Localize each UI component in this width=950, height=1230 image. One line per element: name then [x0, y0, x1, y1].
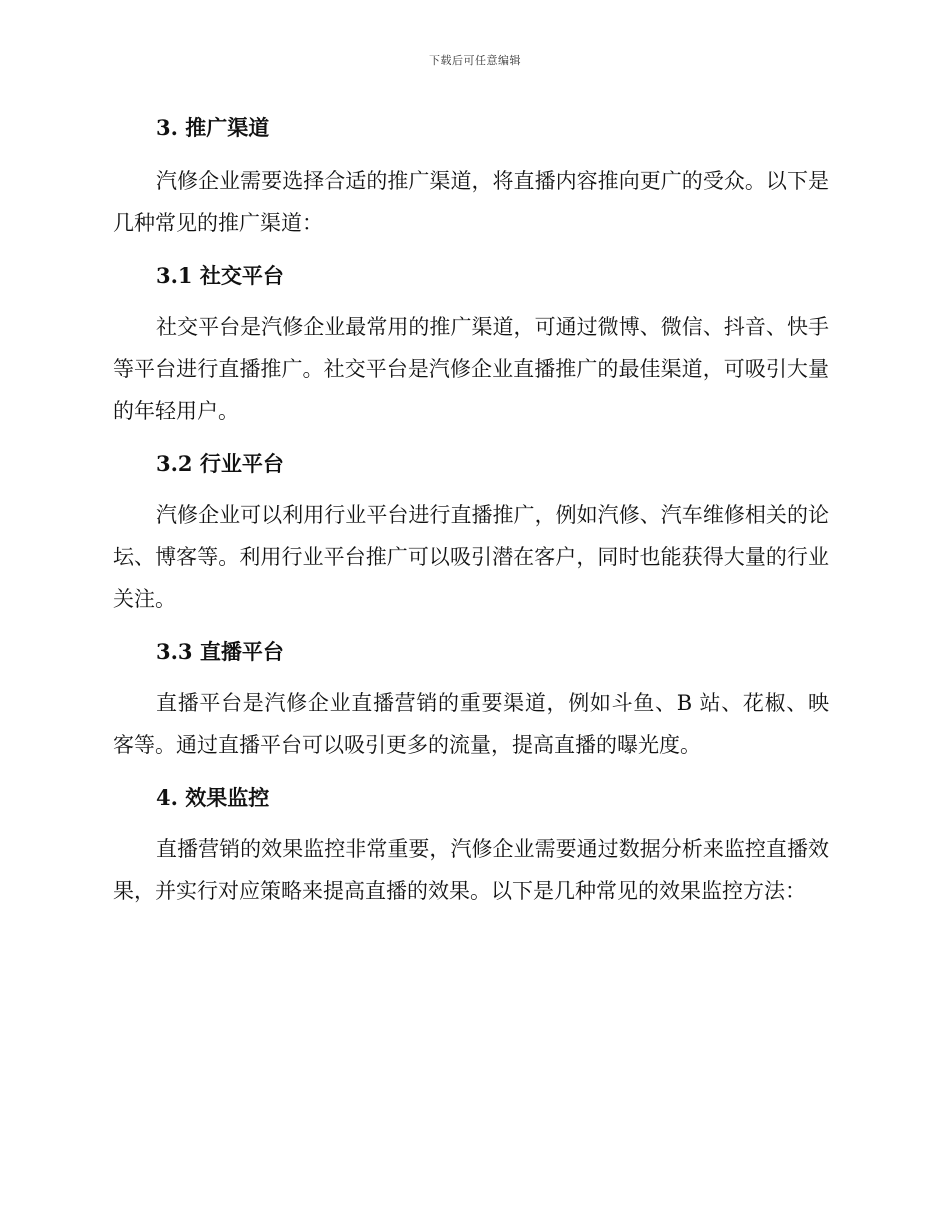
section-heading-3: 3. 推广渠道 [156, 115, 270, 140]
section-paragraph-3-1: 社交平台是汽修企业最常用的推广渠道，可通过微博、微信、抖音、快手等平台进行直播推广。社交平台是汽修企业直播推广的最佳渠道，可吸引大量的年轻用户。 [113, 315, 829, 423]
section-heading-4: 4. 效果监控 [156, 785, 270, 810]
section-heading-3-2: 3.2 行业平台 [156, 451, 284, 476]
section-paragraph-3: 汽修企业需要选择合适的推广渠道，将直播内容推向更广的受众。以下是几种常见的推广渠道： [113, 169, 829, 235]
section-paragraph-3-3: 直播平台是汽修企业直播营销的重要渠道，例如斗鱼、B 站、花椒、映客等。通过直播平台可以吸引更多的流量，提高直播的曝光度。 [113, 691, 829, 757]
document-body [113, 108, 829, 912]
section-heading-3-1: 3.1 社交平台 [156, 263, 284, 288]
page-header: 下载后可任意编辑 [429, 54, 521, 67]
section-paragraph-4: 直播营销的效果监控非常重要，汽修企业需要通过数据分析来监控直播效果，并实行对应策略来提高直播的效果。以下是几种常见的效果监控方法： [113, 837, 829, 903]
section-heading-3-3: 3.3 直播平台 [156, 639, 284, 664]
section-paragraph-3-2: 汽修企业可以利用行业平台进行直播推广，例如汽修、汽车维修相关的论坛、博客等。利用行业平台推广可以吸引潜在客户，同时也能获得大量的行业关注。 [113, 503, 829, 611]
